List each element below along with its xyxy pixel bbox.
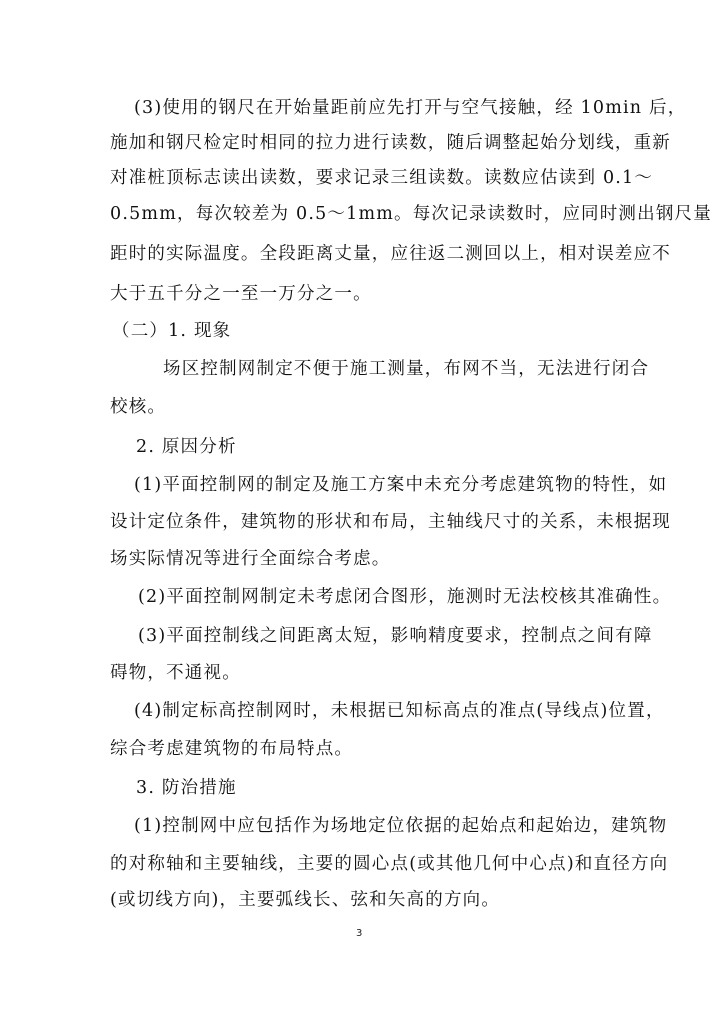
- text-line: (或切线方向)，主要弧线长、弦和矢高的方向。: [110, 890, 501, 910]
- text-line: 施加和钢尺检定时相同的拉力进行读数，随后调整起始分划线，重新: [110, 133, 671, 153]
- text-line: 场区控制网制定不便于施工测量，布网不当，无法进行闭合: [163, 359, 650, 379]
- text-line: 碍物，不通视。: [110, 663, 241, 683]
- subsection-heading: 2. 原因分析: [136, 437, 237, 457]
- page-number: 3: [356, 928, 363, 939]
- text-line: 校核。: [110, 397, 167, 417]
- text-line: 场实际情况等进行全面综合考虑。: [110, 549, 391, 569]
- text-line: 距时的实际温度。全段距离丈量，应往返二测回以上，相对误差应不: [110, 244, 671, 264]
- subsection-heading: 3. 防治措施: [136, 778, 237, 798]
- text-line: 大于五千分之一至一万分之一。: [110, 284, 372, 304]
- text-line: (2)平面控制网制定未考虑闭合图形，施测时无法校核其准确性。: [138, 587, 672, 607]
- text-line: (3)使用的钢尺在开始量距前应先打开与空气接触，经 10min 后，: [134, 98, 687, 118]
- text-line: (1)控制网中应包括作为场地定位依据的起始点和起始边，建筑物: [134, 816, 668, 836]
- text-line: (3)平面控制线之间距离太短，影响精度要求，控制点之间有障: [138, 626, 653, 646]
- text-line: 的对称轴和主要轴线，主要的圆心点(或其他几何中心点)和直径方向: [110, 854, 669, 874]
- text-line: 综合考虑建筑物的布局特点。: [110, 739, 354, 759]
- text-line: 设计定位条件，建筑物的形状和布局，主轴线尺寸的关系，未根据现: [110, 512, 671, 532]
- section-heading: （二）1. 现象: [112, 321, 232, 341]
- text-line: (1)平面控制网的制定及施工方案中未充分考虑建筑物的特性，如: [134, 475, 668, 495]
- text-line: 0.5mm，每次较差为 0.5～1mm。每次记录读数时，应同时测出钢尺量: [110, 204, 712, 224]
- text-line: (4)制定标高控制网时，未根据已知标高点的准点(导线点)位置，: [134, 701, 665, 721]
- text-line: 对准桩顶标志读出读数，要求记录三组读数。读数应估读到 0.1～: [110, 168, 654, 188]
